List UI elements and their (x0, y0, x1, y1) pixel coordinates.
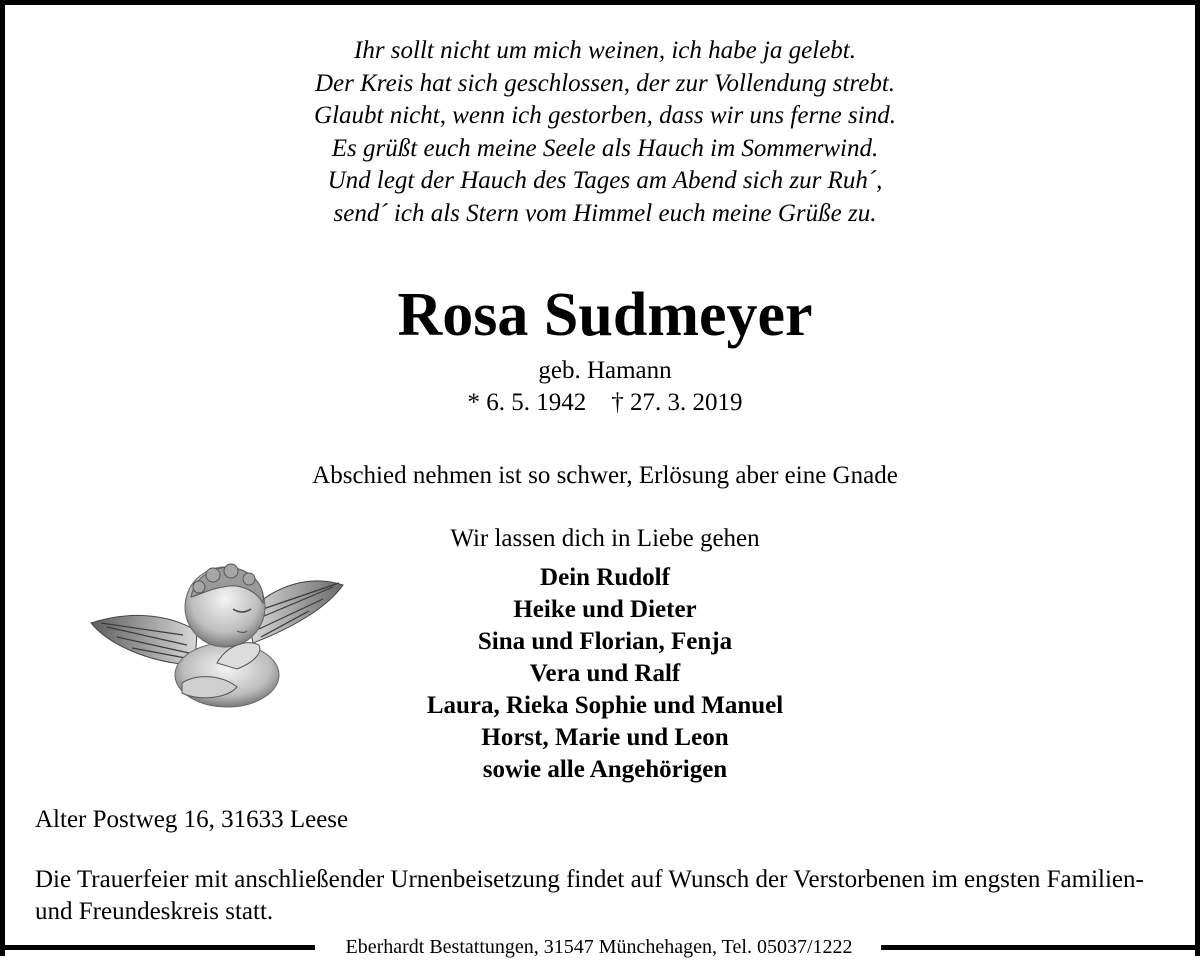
poem (5, 35, 1200, 230)
footer-rule-left (5, 945, 315, 950)
address: Alter Postweg 16, 31633 Leese (35, 806, 349, 833)
mourner-line: Sina und Florian, Fenja (477, 628, 733, 655)
poem-line: Der Kreis hat sich geschlossen, der zur Vollendung strebt. (314, 69, 896, 97)
funeral-home: Eberhardt Bestattungen, 31547 Münchehagen, Tel. 05037/1222 (345, 936, 853, 958)
mourner-line: Dein Rudolf (540, 564, 670, 591)
poem-line: Glaubt nicht, wenn ich gestorben, dass wir uns ferne sind. (314, 102, 896, 129)
poem-line: Ihr sollt nicht um mich weinen, ich habe ja gelebt. (354, 37, 856, 64)
angel-icon (87, 553, 347, 713)
footer (5, 934, 1200, 960)
mourner-line: Vera und Ralf (529, 660, 681, 687)
deceased-name: Rosa Sudmeyer (397, 281, 813, 349)
poem-line: send´ ich als Stern vom Himmel euch meine Grüße zu. (333, 199, 877, 227)
farewell-quote: Abschied nehmen ist so schwer, Erlösung aber eine Gnade (312, 462, 898, 489)
mourner-line: Heike und Dieter (513, 596, 697, 623)
mourner-line: Horst, Marie und Leon (481, 724, 729, 751)
ceremony-info: Die Trauerfeier mit anschließender Urnenbeisetzung findet auf Wunsch der Verstorbenen im engsten Familien- und Freundeskreis statt. (35, 866, 1144, 925)
birth-name: geb. Hamann (538, 357, 672, 384)
life-dates: * 6. 5. 1942 † 27. 3. 2019 (467, 389, 743, 416)
mourner-line: sowie alle Angehörigen (482, 756, 728, 783)
poem-line: Es grüßt euch meine Seele als Hauch im Sommerwind. (331, 134, 879, 162)
poem-line: Und legt der Hauch des Tages am Abend sich zur Ruh´, (327, 167, 883, 194)
footer-rule-right (881, 945, 1200, 950)
mourner-line: Laura, Rieka Sophie und Manuel (426, 692, 784, 719)
mourners-intro: Wir lassen dich in Liebe gehen (450, 525, 760, 552)
